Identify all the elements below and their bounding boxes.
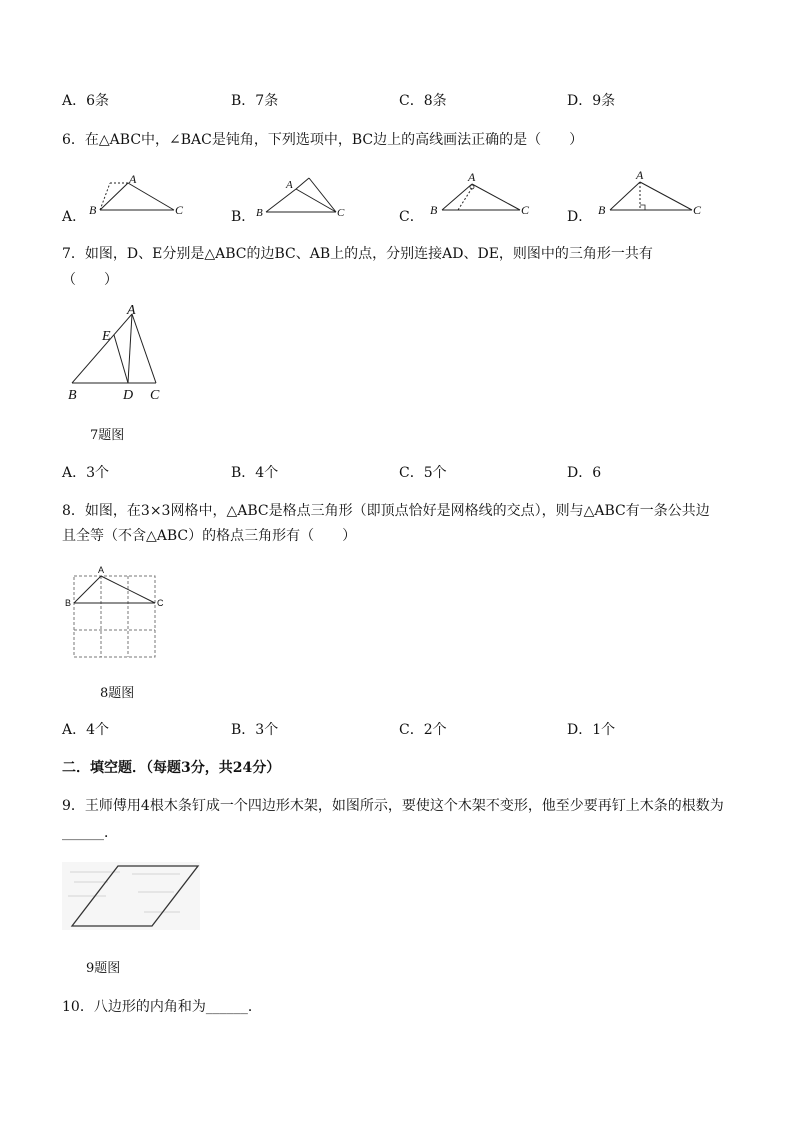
q7-option-d: D．6 [567,465,602,481]
q6-figure-c [428,170,532,220]
q5-option-d: D．9条 [567,93,616,109]
q7-stem-line1: 7．如图，D、E分别是△ABC的边BC、AB上的点，分别连接AD、DE，则图中的三角形一共有 [62,246,653,262]
q6-option-a: A． [62,209,87,225]
q9-stem-line1: 9．王师傅用4根木条钉成一个四边形木架，如图所示，要使这个木架不变形，他至少要再钉上木条的根数为 [62,798,724,814]
q7-caption: 7题图 [90,428,125,443]
q5-option-b: B．7条 [231,93,279,109]
q10-stem: 10．八边形的内角和为______． [62,999,262,1015]
q9-stem-line2: ______． [62,825,118,841]
q7-option-a: A．3个 [62,465,110,481]
q8-stem-line2: 且全等（不含△ABC）的格点三角形有（ ） [62,528,357,544]
q6d-label-a: A [636,168,644,182]
q9-parallelogram-figure [62,860,202,934]
q8-option-b: B．3个 [231,722,279,738]
q7-label-d: D [123,388,134,403]
q6-stem: 6．在△ABC中，∠BAC是钝角，下列选项中，BC边上的高线画法正确的是（ ） [62,132,584,148]
q5-option-a: A．6条 [62,93,110,109]
q6-figure-d [596,168,708,220]
q9-caption: 9题图 [86,961,121,976]
q5-option-c: C．8条 [399,93,447,109]
q6a-label-b: B [89,203,97,217]
q8-grid-figure [64,564,174,662]
q7-option-c: C．5个 [399,465,447,481]
q7-option-b: B．4个 [231,465,279,481]
q6-option-d: D． [567,209,593,225]
q8-option-a: A．4个 [62,722,110,738]
q7-stem-line2: （ ） [62,272,118,288]
q7-label-c: C [150,388,160,403]
q6d-label-b: B [598,203,606,217]
q6d-label-c: C [693,203,702,217]
q8-label-c: C [157,598,164,608]
q6-figure-b [256,172,348,220]
q6b-label-a: A [286,179,293,191]
q7-figure [62,302,172,404]
q6c-label-c: C [521,203,530,217]
q6c-label-b: B [430,203,438,217]
q8-option-c: C．2个 [399,722,447,738]
q6a-label-a: A [129,172,137,186]
q8-label-a: A [98,565,105,575]
q7-label-e: E [102,329,111,344]
q6c-label-a: A [468,170,476,184]
section-heading: 二．填空题．（每题3分，共24分） [62,760,281,776]
q8-label-b: B [65,598,72,608]
q6b-label-b: B [256,207,263,219]
q8-option-d: D．1个 [567,722,616,738]
q7-label-a: A [127,303,136,318]
q7-label-b: B [68,388,77,403]
q6-figure-a [86,170,190,220]
q8-stem-line1: 8．如图，在3×3网格中，△ABC是格点三角形（即顶点恰好是网格线的交点），则与△ABC有一条公共边 [62,503,710,519]
q6-option-b: B． [231,209,256,225]
q6b-label-c: C [337,207,345,219]
q6-option-c: C． [399,209,424,225]
q8-caption: 8题图 [100,686,135,701]
q6a-label-c: C [175,203,184,217]
